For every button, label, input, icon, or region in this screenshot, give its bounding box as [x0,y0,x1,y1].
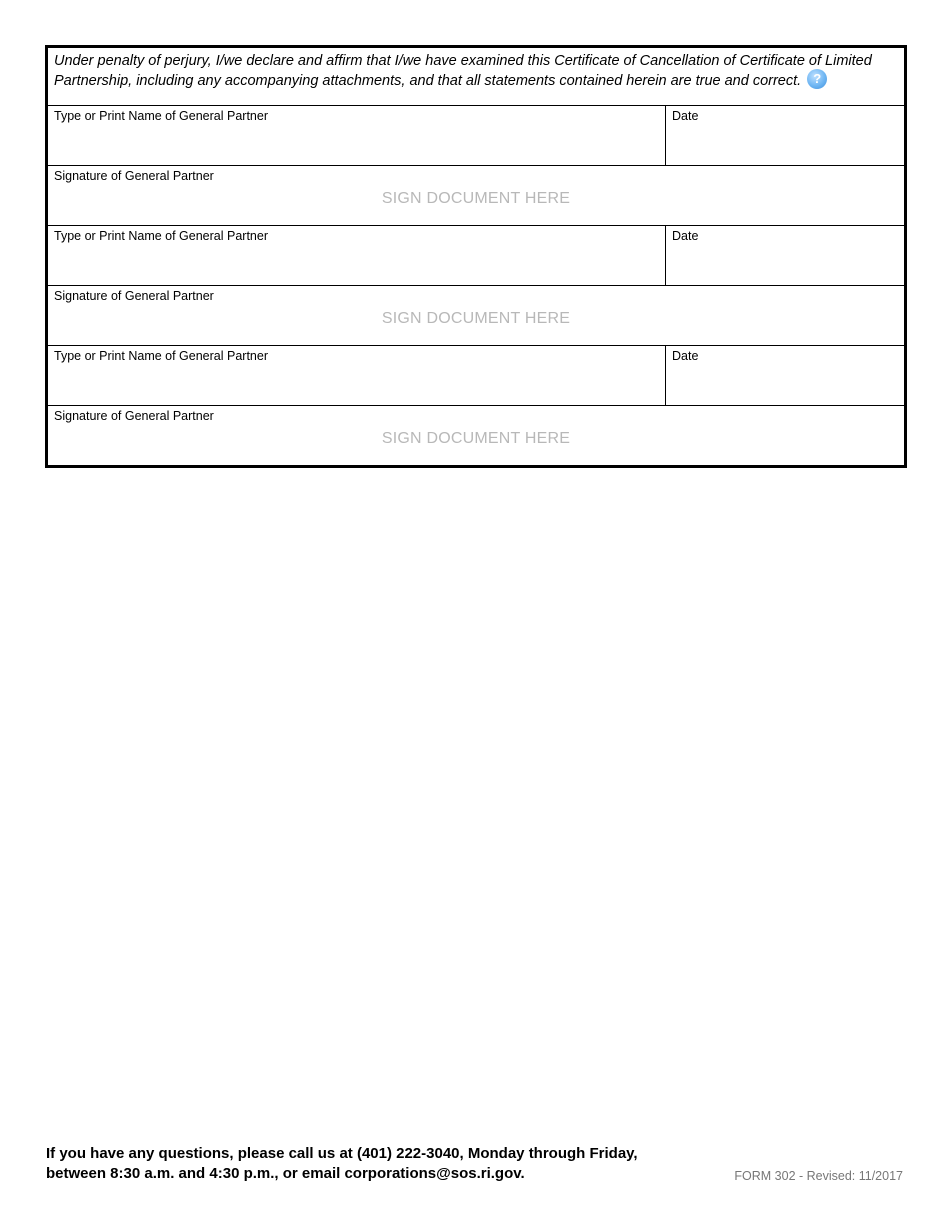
help-icon[interactable]: ? [807,69,827,89]
contact-line-1: If you have any questions, please call us at (401) 222-3040, Monday through Friday, [46,1145,638,1162]
partner-2-signature-label: Signature of General Partner [54,289,214,303]
partner-1-signature-field[interactable] [48,166,904,225]
partner-3-signature-field[interactable] [48,406,904,465]
declaration-text: Under penalty of perjury, I/we declare and affirm that I/we have examined this Certificate of Cancellation of Certificate of Limited Partnership, including any accompanying attachments, and that all statements contained herein are true and correct. [54,53,872,89]
partner-2-date-label: Date [672,229,699,243]
partner-3-date-label: Date [672,349,699,363]
partner-1-name-label: Type or Print Name of General Partner [54,109,268,123]
partner-1-name-field[interactable] [48,106,666,165]
partner-2-sign-button[interactable]: SIGN DOCUMENT HERE [381,310,571,327]
partner-2-name-field[interactable] [48,226,666,285]
partner-2-name-label: Type or Print Name of General Partner [54,229,268,243]
partner-1-signature-label: Signature of General Partner [54,169,214,183]
signature-form [45,45,907,468]
partner-3-sign-button[interactable]: SIGN DOCUMENT HERE [381,430,571,447]
partner-2-date-field[interactable] [666,226,904,285]
partner-1-date-field[interactable] [666,106,904,165]
partner-2-signature-field[interactable] [48,286,904,345]
partner-3-date-field[interactable] [666,346,904,405]
partner-3-signature-row [48,406,904,465]
partner-1-name-row [48,106,904,166]
partner-2-signature-row [48,286,904,346]
partner-1-sign-button[interactable]: SIGN DOCUMENT HERE [381,190,571,207]
form-revision-label: FORM 302 - Revised: 11/2017 [734,1169,903,1183]
partner-1-date-label: Date [672,109,699,123]
contact-line-2: between 8:30 a.m. and 4:30 p.m., or email corporations@sos.ri.gov. [46,1164,525,1182]
perjury-declaration [48,48,904,106]
partner-3-name-label: Type or Print Name of General Partner [54,349,268,363]
partner-2-name-row [48,226,904,286]
partner-3-name-row [48,346,904,406]
partner-3-name-field[interactable] [48,346,666,405]
contact-info [46,1144,638,1183]
partner-3-signature-label: Signature of General Partner [54,409,214,423]
partner-1-signature-row [48,166,904,226]
